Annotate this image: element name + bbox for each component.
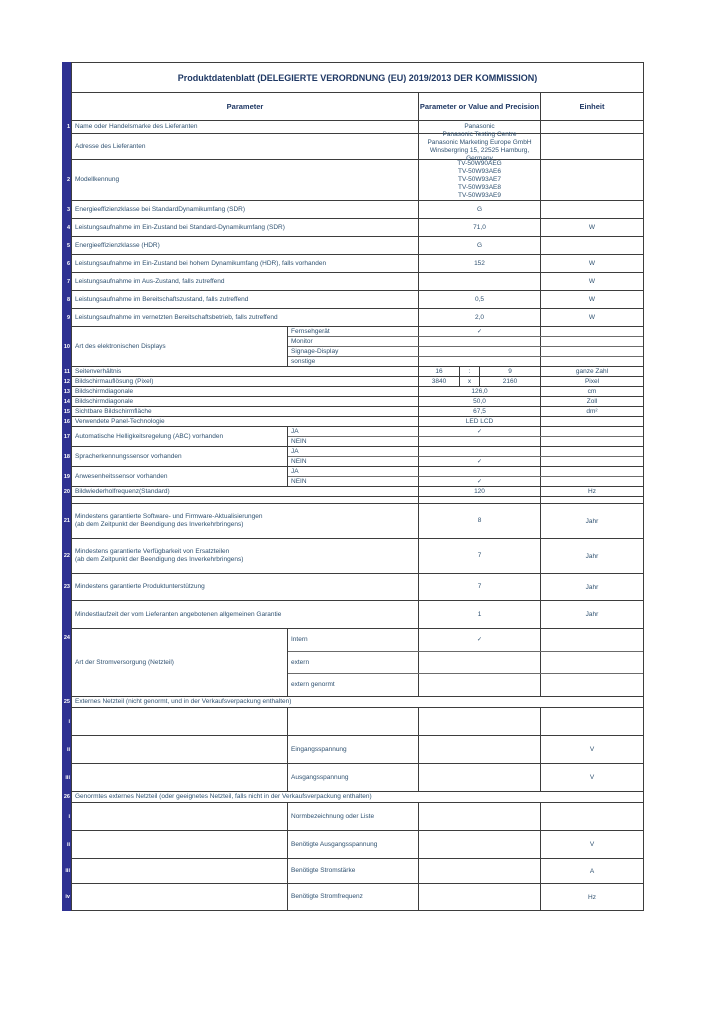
model-1: TV-50W90AEG	[457, 160, 502, 167]
row-8-label: Leistungsaufnahme im Bereitschaftszustand, falls zutreffend	[72, 291, 419, 308]
row-address-label: Adresse des Lieferanten	[72, 134, 419, 159]
row-26-ii-number: ii	[66, 841, 70, 848]
datasheet-table	[63, 62, 644, 911]
spacer-row	[72, 497, 643, 504]
option-intern-label: Intern	[288, 629, 419, 651]
row-26-ii-unit: V	[589, 841, 595, 848]
row-3	[66, 201, 643, 219]
row-23-label: Mindestens garantierte Produktunterstützung	[72, 574, 419, 600]
option-extern	[288, 652, 643, 675]
row-address-value	[419, 130, 541, 162]
row-19-nein-label: NEIN	[288, 477, 419, 486]
option-sonstige-label: sonstige	[288, 357, 419, 366]
option-extern-label: extern	[288, 652, 419, 674]
row-8-number: 8	[66, 296, 70, 303]
page-title: Produktdatenblatt (DELEGIERTE VERORDNUNG (EU) 2019/2013 DER KOMMISSION)	[72, 63, 643, 93]
row-12-number: 12	[63, 378, 70, 385]
row-1-value: Panasonic	[419, 121, 541, 133]
row-22-value: 7	[419, 539, 541, 573]
row-8-value: 0,5	[419, 291, 541, 308]
option-fernsehgeraet-unit	[541, 327, 643, 336]
row-26-iv-unit: Hz	[588, 893, 596, 901]
row-25-header	[63, 697, 643, 708]
row-22-unit: Jahr	[585, 552, 599, 560]
row-20-number: 20	[63, 488, 70, 495]
row-2-label: Modellkennung	[72, 160, 419, 200]
row-20-label: Bildwiederholfrequenz(Standard)	[72, 487, 419, 496]
row-25-ii	[66, 736, 643, 764]
row-22-number: 22	[63, 553, 70, 559]
row-7-label: Leistungsaufnahme im Aus-Zustand, falls zutreffend	[72, 273, 419, 290]
row-16-value: LED LCD	[419, 417, 541, 426]
row-6-label: Leistungsaufnahme im Ein-Zustand bei hohem Dynamikumfang (HDR), falls vorhanden	[72, 255, 419, 272]
row-26-iii-number: iii	[65, 868, 70, 874]
row-5-label: Energieeffizienzklasse (HDR)	[72, 237, 419, 254]
row-garantie-label: Mindestlaufzeit der vom Lieferanten angebotenen allgemeinen Garantie	[72, 601, 419, 628]
row-21-label-line-2: (ab dem Zeitpunkt der Beendigung des Inverkehrbringens)	[75, 521, 244, 528]
row-4-number: 4	[66, 224, 70, 231]
option-sonstige-unit	[541, 357, 643, 366]
row-12-value	[419, 377, 541, 386]
row-22-label-line-2: (ab dem Zeitpunkt der Beendigung des Inverkehrbringens)	[75, 556, 244, 563]
option-monitor-label: Monitor	[288, 337, 419, 346]
row-26-iii-sub: Benötigte Stromstärke	[288, 859, 419, 883]
option-extern-genormt-label: extern genormt	[288, 674, 419, 696]
header-parameter: Parameter	[72, 93, 419, 120]
row-26-ii-sub: Benötigte Ausgangsspannung	[288, 831, 419, 858]
option-intern	[288, 629, 643, 652]
option-signage	[288, 347, 643, 357]
row-20-unit: Hz	[588, 488, 596, 495]
row-4-label: Leistungsaufnahme im Ein-Zustand bei Standard-Dynamikumfang (SDR)	[72, 219, 419, 236]
row-5-number: 5	[66, 242, 70, 249]
row-10-options	[288, 327, 643, 366]
row-25-ii-label	[72, 736, 288, 763]
row-18-ja	[288, 447, 643, 457]
address-line-2: Panasonic Marketing Europe GmbH	[427, 138, 532, 146]
row-10-number: 10	[63, 343, 70, 350]
row-22-label	[72, 539, 419, 573]
row-1-number: 1	[66, 124, 70, 130]
ratio-separator: :	[460, 367, 480, 376]
row-7-value	[419, 273, 541, 290]
row-22-label-line-1: Mindestens garantierte Verfügbarkeit von Ersatzteilen	[75, 548, 230, 555]
row-17-ja-unit	[541, 427, 643, 436]
row-23-number: 23	[63, 584, 70, 590]
row-18-ja-unit	[541, 447, 643, 456]
row-13-unit: cm	[587, 388, 597, 395]
row-23-value: 7	[419, 574, 541, 600]
row-6	[66, 255, 643, 273]
ratio-height: 9	[508, 368, 512, 375]
row-garantie-value: 1	[419, 601, 541, 628]
option-extern-check	[419, 652, 541, 674]
model-4: TV-50W93AE8	[458, 184, 501, 191]
row-3-unit	[541, 201, 643, 218]
row-17-ja	[288, 427, 643, 437]
ratio-width: 16	[419, 367, 460, 376]
row-23	[63, 574, 643, 601]
row-15	[63, 407, 643, 417]
row-25-iii-sub: Ausgangsspannung	[288, 764, 419, 791]
row-26-i-value	[419, 803, 541, 830]
row-25-i-unit	[541, 708, 643, 735]
header-value: Parameter or Value and Precision	[419, 93, 541, 120]
row-13-number: 13	[63, 388, 70, 395]
row-24-label: Art der Stromversorgung (Netzteil)	[72, 629, 288, 696]
address-line-3: Winsbergring 15, 22525 Hamburg, Germany	[429, 146, 530, 162]
row-13	[63, 387, 643, 397]
row-19-ja	[288, 467, 643, 477]
row-26-i-number: i	[68, 813, 70, 820]
row-21	[63, 504, 643, 539]
row-18-nein-unit	[541, 457, 643, 466]
row-21-label	[72, 504, 419, 538]
row-8	[66, 291, 643, 309]
row-17-nein-check	[419, 437, 541, 446]
row-18-nein-check: ✓	[419, 457, 541, 466]
row-1	[66, 121, 643, 134]
row-11-label: Seitenverhältnis	[72, 367, 419, 376]
row-26-iii-label	[72, 859, 288, 883]
row-25-i	[68, 708, 643, 736]
row-11	[64, 367, 643, 377]
row-26-ii-value	[419, 831, 541, 858]
row-address-unit	[541, 134, 643, 159]
option-monitor	[288, 337, 643, 347]
row-16-unit	[541, 417, 643, 426]
row-26-iv-number: iv	[65, 894, 70, 900]
model-3: TV-50W93AE7	[458, 176, 501, 183]
row-26-ii-label	[72, 831, 288, 858]
row-5	[66, 237, 643, 255]
row-15-label: Sichtbare Bildschirmfläche	[72, 407, 419, 416]
row-26-i-label	[72, 803, 288, 830]
row-6-value: 152	[419, 255, 541, 272]
row-3-number: 3	[66, 206, 70, 213]
option-extern-unit	[541, 652, 643, 674]
row-17-ja-label: JA	[288, 427, 419, 436]
row-4-unit: W	[588, 224, 596, 231]
row-2-value	[419, 160, 541, 200]
row-26-header-label: Genormtes externes Netzteil (oder geeignetes Netzteil, falls nicht in der Verkaufsverpackung enthalten)	[75, 793, 372, 800]
spacer-unit	[541, 497, 643, 503]
row-18-ja-check	[419, 447, 541, 456]
row-3-value: G	[419, 201, 541, 218]
row-18	[63, 447, 643, 467]
row-address	[72, 130, 643, 162]
row-22	[63, 539, 643, 574]
model-5: TV-50W93AE9	[458, 192, 501, 199]
row-12-label: Bildschirmauflösung (Pixel)	[72, 377, 419, 386]
row-26-iv-value	[419, 884, 541, 910]
row-24-options	[288, 629, 643, 696]
row-26-ii	[66, 831, 643, 859]
row-14-number: 14	[63, 398, 70, 405]
row-26-i-unit	[541, 803, 643, 830]
row-3-label: Energieeffizienzklasse bei StandardDynamikumfang (SDR)	[72, 201, 419, 218]
row-1-label: Name oder Handelsmarke des Lieferanten	[72, 121, 419, 133]
row-25-i-value	[419, 708, 541, 735]
option-fernsehgeraet-check: ✓	[419, 327, 541, 336]
row-7	[66, 273, 643, 291]
option-fernsehgeraet-label: Fernsehgerät	[288, 327, 419, 336]
option-extern-genormt-unit	[541, 674, 643, 696]
row-9-value: 2,0	[419, 309, 541, 326]
spacer-label	[72, 497, 419, 503]
row-26-iii-value	[419, 859, 541, 883]
option-sonstige-check	[419, 357, 541, 366]
row-26-header	[63, 792, 643, 803]
row-6-number: 6	[66, 260, 70, 267]
row-25-ii-number: ii	[66, 746, 70, 753]
row-18-options	[288, 447, 643, 466]
row-25-iii	[65, 764, 643, 792]
row-14-value: 50,0	[419, 397, 541, 406]
row-10	[63, 327, 643, 367]
option-sonstige	[288, 357, 643, 366]
row-21-unit: Jahr	[585, 517, 599, 525]
row-17-label: Automatische Helligkeitsregelung (ABC) vorhanden	[72, 427, 288, 446]
row-25-i-number: i	[68, 718, 70, 725]
row-7-unit: W	[588, 278, 596, 285]
row-19-number: 19	[63, 473, 70, 480]
option-intern-check: ✓	[419, 629, 541, 651]
row-19-nein-check: ✓	[419, 477, 541, 486]
row-26-i-sub: Normbezeichnung oder Liste	[288, 803, 419, 830]
row-19-ja-label: JA	[288, 467, 419, 476]
row-2	[66, 160, 643, 201]
row-15-value: 67,5	[419, 407, 541, 416]
row-15-number: 15	[63, 408, 70, 415]
row-10-label: Art des elektronischen Displays	[72, 327, 288, 366]
option-signage-unit	[541, 347, 643, 356]
row-4-value: 71,0	[419, 219, 541, 236]
table-header-row	[72, 93, 643, 121]
row-18-number: 18	[63, 453, 70, 460]
row-2-unit	[541, 160, 643, 200]
row-26-i	[68, 803, 643, 831]
row-26-iv	[65, 884, 643, 910]
row-23-unit: Jahr	[585, 583, 599, 591]
row-19-ja-check	[419, 467, 541, 476]
row-26-iv-label	[72, 884, 288, 910]
address-line-1: Panasonic Testing Centre	[442, 130, 517, 138]
row-17	[63, 427, 643, 447]
row-25-number: 25	[63, 699, 70, 705]
row-26-iv-sub: Benötigte Stromfrequenz	[288, 884, 419, 910]
row-25-iii-unit: V	[589, 774, 595, 781]
option-intern-unit	[541, 629, 643, 651]
row-12	[63, 377, 643, 387]
row-20-value: 120	[419, 487, 541, 496]
row-16-number: 16	[63, 418, 70, 425]
row-garantie-unit: Jahr	[585, 611, 599, 618]
option-extern-genormt	[288, 674, 643, 696]
option-monitor-unit	[541, 337, 643, 346]
resolution-height: 2160	[502, 378, 518, 385]
row-11-number: 11	[64, 368, 70, 375]
option-fernsehgeraet	[288, 327, 643, 337]
row-14-unit: Zoll	[586, 398, 598, 405]
option-monitor-check	[419, 337, 541, 346]
row-17-nein	[288, 437, 643, 446]
resolution-separator: x	[460, 377, 480, 386]
row-8-unit: W	[588, 296, 596, 303]
row-19-nein	[288, 477, 643, 486]
row-2-number: 2	[66, 177, 70, 183]
row-17-nein-label: NEIN	[288, 437, 419, 446]
row-25-ii-value	[419, 736, 541, 763]
row-26-number: 26	[63, 794, 70, 800]
row-12-unit: Pixel	[584, 378, 600, 385]
row-25-i-sub	[288, 708, 419, 735]
row-13-value: 126,0	[419, 387, 541, 396]
row-11-value	[419, 367, 541, 376]
row-20	[63, 487, 643, 497]
row-18-nein	[288, 457, 643, 466]
row-25-iii-number: iii	[65, 774, 70, 781]
row-18-label: Spracherkennungssensor vorhanden	[72, 447, 288, 466]
row-7-number: 7	[66, 278, 70, 285]
row-24-number: 24	[63, 635, 70, 641]
row-garantie	[72, 601, 643, 629]
row-14-label: Bildschirmdiagonale	[72, 397, 419, 406]
row-11-unit: ganze Zahl	[575, 368, 609, 375]
model-2: TV-50W93AE6	[458, 168, 501, 175]
row-9	[66, 309, 643, 327]
row-24	[63, 629, 643, 697]
row-17-number: 17	[63, 433, 70, 440]
row-19	[63, 467, 643, 487]
row-9-unit: W	[588, 314, 596, 321]
row-19-options	[288, 467, 643, 486]
row-25-iii-value	[419, 764, 541, 791]
option-signage-check	[419, 347, 541, 356]
row-21-value: 8	[419, 504, 541, 538]
product-datasheet-document	[62, 62, 644, 911]
row-17-ja-check: ✓	[419, 427, 541, 436]
row-26-iii-unit: A	[589, 867, 595, 875]
row-17-nein-unit	[541, 437, 643, 446]
spacer-value	[419, 497, 541, 503]
row-21-number: 21	[63, 518, 70, 524]
row-19-nein-unit	[541, 477, 643, 486]
row-9-number: 9	[66, 314, 70, 321]
header-unit: Einheit	[579, 102, 605, 111]
row-6-unit: W	[588, 260, 596, 267]
row-1-unit	[541, 121, 643, 133]
row-13-label: Bildschirmdiagonale	[72, 387, 419, 396]
row-5-value: G	[419, 237, 541, 254]
row-19-ja-unit	[541, 467, 643, 476]
resolution-width: 3840	[419, 377, 460, 386]
row-25-iii-label	[72, 764, 288, 791]
row-25-header-label: Externes Netzteil (nicht genormt, und in der Verkaufsverpackung enthalten)	[75, 698, 292, 705]
row-19-label: Anwesenheitssensor vorhanden	[72, 467, 288, 486]
row-18-ja-label: JA	[288, 447, 419, 456]
row-17-options	[288, 427, 643, 446]
row-16-label: Verwendete Panel-Technologie	[72, 417, 419, 426]
row-4	[66, 219, 643, 237]
row-5-unit	[541, 237, 643, 254]
row-14	[63, 397, 643, 407]
row-25-ii-unit: V	[589, 746, 595, 753]
row-25-i-label	[72, 708, 288, 735]
row-21-label-line-1: Mindestens garantierte Software- und Firmware-Aktualisierungen	[75, 513, 263, 520]
row-18-nein-label: NEIN	[288, 457, 419, 466]
option-extern-genormt-check	[419, 674, 541, 696]
row-26-iii	[65, 859, 643, 884]
option-signage-label: Signage-Display	[288, 347, 419, 356]
row-25-ii-sub: Eingangsspannung	[288, 736, 419, 763]
row-15-unit: dm²	[586, 408, 598, 415]
row-16	[63, 417, 643, 427]
row-9-label: Leistungsaufnahme im vernetzten Bereitschaftsbetrieb, falls zutreffend	[72, 309, 419, 326]
